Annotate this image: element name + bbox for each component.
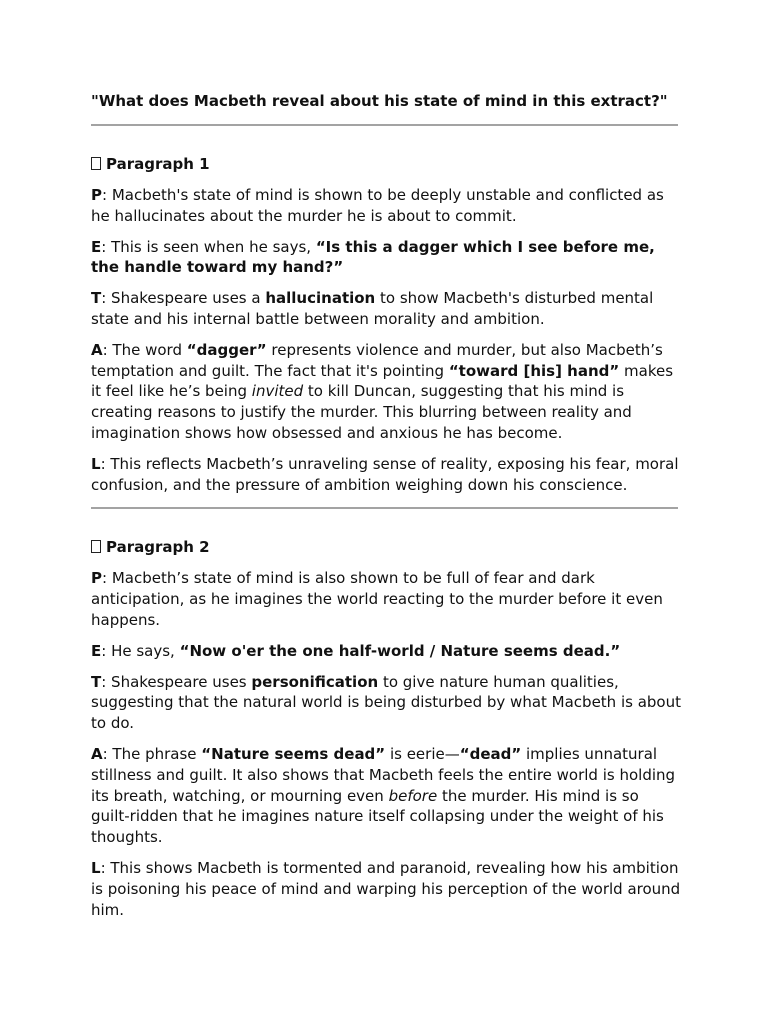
analysis-quote-1: “Nature seems dead” (201, 744, 386, 763)
evidence-text: : This is seen when he says, (101, 237, 316, 256)
analysis-text-3: implies unnatural stillness and guilt. It also shows that Macbeth feels the entire world is holding its breath, watching, or mourning even (91, 744, 676, 805)
paragraph-2-evidence (91, 641, 681, 662)
technique-text: : Shakespeare uses a (101, 289, 266, 308)
missing-glyph-icon (91, 157, 101, 170)
document-title: "What does Macbeth reveal about his state of mind in this extract?" (91, 92, 668, 110)
evidence-label: E (91, 237, 102, 256)
evidence-quote: “Is this a dagger which I see before me, the handle toward my hand?” (91, 237, 655, 277)
analysis-label: A (91, 340, 103, 359)
analysis-text-4: the murder. His mind is so guilt-ridden that he imagines nature itself collapsing under the weight of his thoughts. (91, 786, 664, 847)
analysis-text-4: to kill Duncan, suggesting that his mind is creating reasons to justify the murder. This blurring between reality and imagination shows how obsessed and anxious he has become. (91, 382, 632, 442)
link-text: : This shows Macbeth is tormented and paranoid, revealing how his ambition is poisoning his peace of mind and warping his perception of the world around him. (91, 858, 681, 919)
paragraph-1-heading (91, 153, 681, 175)
paragraph-2-technique (91, 672, 681, 734)
technique-label: T (91, 289, 102, 308)
paragraph-2-section (91, 536, 681, 920)
technique-term: personification (251, 672, 379, 691)
paragraph-1-link (91, 454, 681, 496)
analysis-quote-2: “toward [his] hand” (448, 361, 620, 380)
technique-term: hallucination (265, 289, 376, 308)
analysis-label: A (91, 744, 103, 763)
point-label: P (91, 569, 102, 588)
analysis-text: : The word (102, 340, 187, 359)
analysis-text-2: represents violence and murder, but also Macbeth’s temptation and guilt. The fact that it's pointing (91, 340, 663, 380)
link-label: L (91, 858, 101, 877)
analysis-quote-2: “dead” (459, 744, 522, 763)
evidence-text: : He says, (101, 641, 180, 660)
link-text: : This reflects Macbeth’s unraveling sense of reality, exposing his fear, moral confusion, and the pressure of ambition weighing down his conscience. (91, 454, 679, 494)
technique-label: T (91, 672, 102, 691)
evidence-quote: “Now o'er the one half-world / Nature seems dead.” (179, 641, 621, 660)
missing-glyph-icon (91, 540, 101, 553)
technique-text-continued: to give nature human qualities, suggesting that the natural world is being disturbed by what Macbeth is about to do. (91, 672, 681, 733)
analysis-quote-1: “dagger” (186, 340, 267, 359)
analysis-text-2: is eerie— (385, 744, 460, 763)
paragraph-2-heading (91, 536, 681, 558)
point-label: P (91, 186, 102, 204)
link-label: L (91, 454, 101, 473)
divider (91, 124, 678, 126)
paragraph-1-analysis (91, 340, 681, 444)
paragraph-1-section (91, 153, 681, 495)
technique-text-continued: to show Macbeth's disturbed mental state and his internal battle between morality and ambition. (91, 289, 654, 328)
analysis-emphasis: invited (251, 382, 304, 401)
paragraph-2-heading-text: Paragraph 2 (106, 538, 210, 557)
analysis-text-3: makes it feel like he’s being (91, 361, 674, 401)
technique-text: : Shakespeare uses (101, 672, 252, 691)
paragraph-2-link (91, 858, 681, 920)
analysis-emphasis: before (388, 786, 438, 805)
divider (91, 507, 678, 509)
evidence-label: E (91, 641, 102, 660)
paragraph-1-evidence (91, 237, 681, 279)
paragraph-2-point (91, 568, 681, 630)
point-text: : Macbeth's state of mind is shown to be deeply unstable and conflicted as he hallucinates about the murder he is about to commit. (91, 186, 664, 225)
paragraph-1-heading-text: Paragraph 1 (106, 155, 210, 173)
analysis-text: : The phrase (102, 744, 202, 763)
document-content (91, 90, 681, 920)
paragraph-1-technique (91, 288, 681, 330)
paragraph-2-analysis (91, 744, 681, 848)
point-text: : Macbeth’s state of mind is also shown to be full of fear and dark anticipation, as he imagines the world reacting to the murder before it even happens. (91, 569, 663, 629)
paragraph-1-point (91, 185, 681, 227)
